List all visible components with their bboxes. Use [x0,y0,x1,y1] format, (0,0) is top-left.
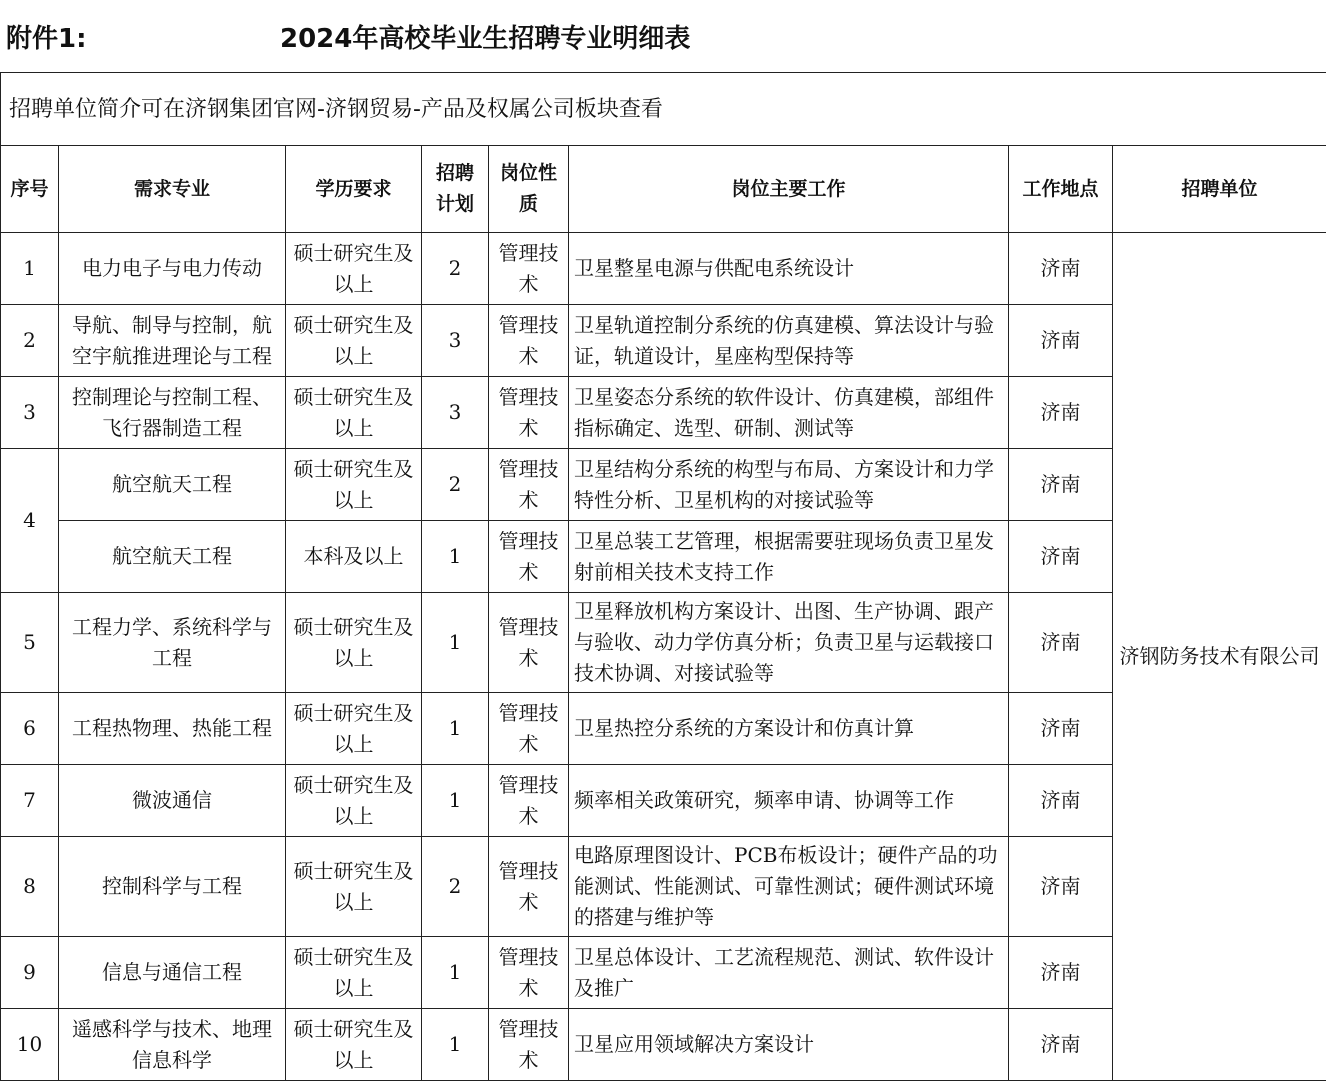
cell-work: 卫星轨道控制分系统的仿真建模、算法设计与验证，轨道设计，星座构型保持等 [569,305,1009,377]
cell-major: 工程力学、系统科学与工程 [59,593,286,693]
cell-no: 1 [1,233,59,305]
cell-nature: 管理技术 [489,593,569,693]
header-cell-place: 工作地点 [1009,146,1113,233]
cell-nature: 管理技术 [489,305,569,377]
header-cell-no: 序号 [1,146,59,233]
cell-work: 卫星结构分系统的构型与布局、方案设计和力学特性分析、卫星机构的对接试验等 [569,449,1009,521]
header-cell-nature: 岗位性质 [489,146,569,233]
cell-plan: 3 [422,377,489,449]
cell-major: 航空航天工程 [59,521,286,593]
cell-major: 控制科学与工程 [59,837,286,937]
cell-place: 济南 [1009,521,1113,593]
cell-nature: 管理技术 [489,693,569,765]
cell-nature: 管理技术 [489,233,569,305]
header-cell-work: 岗位主要工作 [569,146,1009,233]
header-cell-education: 学历要求 [286,146,422,233]
cell-education: 硕士研究生及以上 [286,593,422,693]
cell-place: 济南 [1009,693,1113,765]
cell-plan: 1 [422,765,489,837]
cell-place: 济南 [1009,1009,1113,1081]
cell-nature: 管理技术 [489,1009,569,1081]
cell-work: 卫星释放机构方案设计、出图、生产协调、跟产与验收、动力学仿真分析；负责卫星与运载接口技术协调、对接试验等 [569,593,1009,693]
cell-nature: 管理技术 [489,837,569,937]
cell-work: 卫星热控分系统的方案设计和仿真计算 [569,693,1009,765]
cell-major: 微波通信 [59,765,286,837]
cell-major: 工程热物理、热能工程 [59,693,286,765]
header-cell-major: 需求专业 [59,146,286,233]
cell-nature: 管理技术 [489,377,569,449]
header-cell-plan: 招聘计划 [422,146,489,233]
recruitment-table [0,72,1326,1081]
cell-no: 8 [1,837,59,937]
cell-major: 遥感科学与技术、地理信息科学 [59,1009,286,1081]
cell-nature: 管理技术 [489,765,569,837]
cell-place: 济南 [1009,593,1113,693]
table-row [1,233,1326,305]
cell-major: 电力电子与电力传动 [59,233,286,305]
attachment-label: 附件1: [6,18,87,55]
header-cell-unit: 招聘单位 [1113,146,1326,233]
cell-major: 信息与通信工程 [59,937,286,1009]
cell-plan: 3 [422,305,489,377]
cell-plan: 1 [422,937,489,1009]
cell-place: 济南 [1009,937,1113,1009]
cell-work: 卫星总体设计、工艺流程规范、测试、软件设计及推广 [569,937,1009,1009]
cell-plan: 1 [422,521,489,593]
cell-education: 硕士研究生及以上 [286,1009,422,1081]
cell-place: 济南 [1009,233,1113,305]
cell-nature: 管理技术 [489,937,569,1009]
cell-no: 5 [1,593,59,693]
page-title: 2024年高校毕业生招聘专业明细表 [280,18,690,55]
cell-plan: 1 [422,593,489,693]
cell-plan: 2 [422,449,489,521]
company-intro-note: 招聘单位简介可在济钢集团官网-济钢贸易-产品及权属公司板块查看 [1,73,1326,146]
cell-plan: 2 [422,837,489,937]
cell-education: 硕士研究生及以上 [286,233,422,305]
cell-place: 济南 [1009,765,1113,837]
cell-plan: 2 [422,233,489,305]
cell-no: 9 [1,937,59,1009]
cell-no: 4 [1,449,59,593]
cell-major: 控制理论与控制工程、飞行器制造工程 [59,377,286,449]
cell-work: 卫星整星电源与供配电系统设计 [569,233,1009,305]
cell-no: 10 [1,1009,59,1081]
cell-no: 7 [1,765,59,837]
cell-education: 硕士研究生及以上 [286,377,422,449]
cell-no: 6 [1,693,59,765]
table-header-row [1,146,1326,233]
cell-major: 导航、制导与控制，航空宇航推进理论与工程 [59,305,286,377]
cell-work: 电路原理图设计、PCB布板设计；硬件产品的功能测试、性能测试、可靠性测试；硬件测试环境的搭建与维护等 [569,837,1009,937]
cell-plan: 1 [422,693,489,765]
cell-work: 频率相关政策研究，频率申请、协调等工作 [569,765,1009,837]
cell-place: 济南 [1009,305,1113,377]
cell-nature: 管理技术 [489,521,569,593]
cell-education: 硕士研究生及以上 [286,693,422,765]
cell-work: 卫星总装工艺管理，根据需要驻现场负责卫星发射前相关技术支持工作 [569,521,1009,593]
cell-work: 卫星应用领域解决方案设计 [569,1009,1009,1081]
cell-no: 3 [1,377,59,449]
cell-place: 济南 [1009,377,1113,449]
cell-education: 硕士研究生及以上 [286,305,422,377]
cell-major: 航空航天工程 [59,449,286,521]
cell-education: 硕士研究生及以上 [286,765,422,837]
cell-education: 硕士研究生及以上 [286,449,422,521]
cell-nature: 管理技术 [489,449,569,521]
cell-place: 济南 [1009,837,1113,937]
cell-no: 2 [1,305,59,377]
cell-recruiting-unit: 济钢防务技术有限公司 [1113,233,1326,1081]
cell-place: 济南 [1009,449,1113,521]
document-header [0,0,1326,72]
cell-work: 卫星姿态分系统的软件设计、仿真建模，部组件指标确定、选型、研制、测试等 [569,377,1009,449]
cell-plan: 1 [422,1009,489,1081]
cell-education: 硕士研究生及以上 [286,837,422,937]
cell-education: 本科及以上 [286,521,422,593]
cell-education: 硕士研究生及以上 [286,937,422,1009]
